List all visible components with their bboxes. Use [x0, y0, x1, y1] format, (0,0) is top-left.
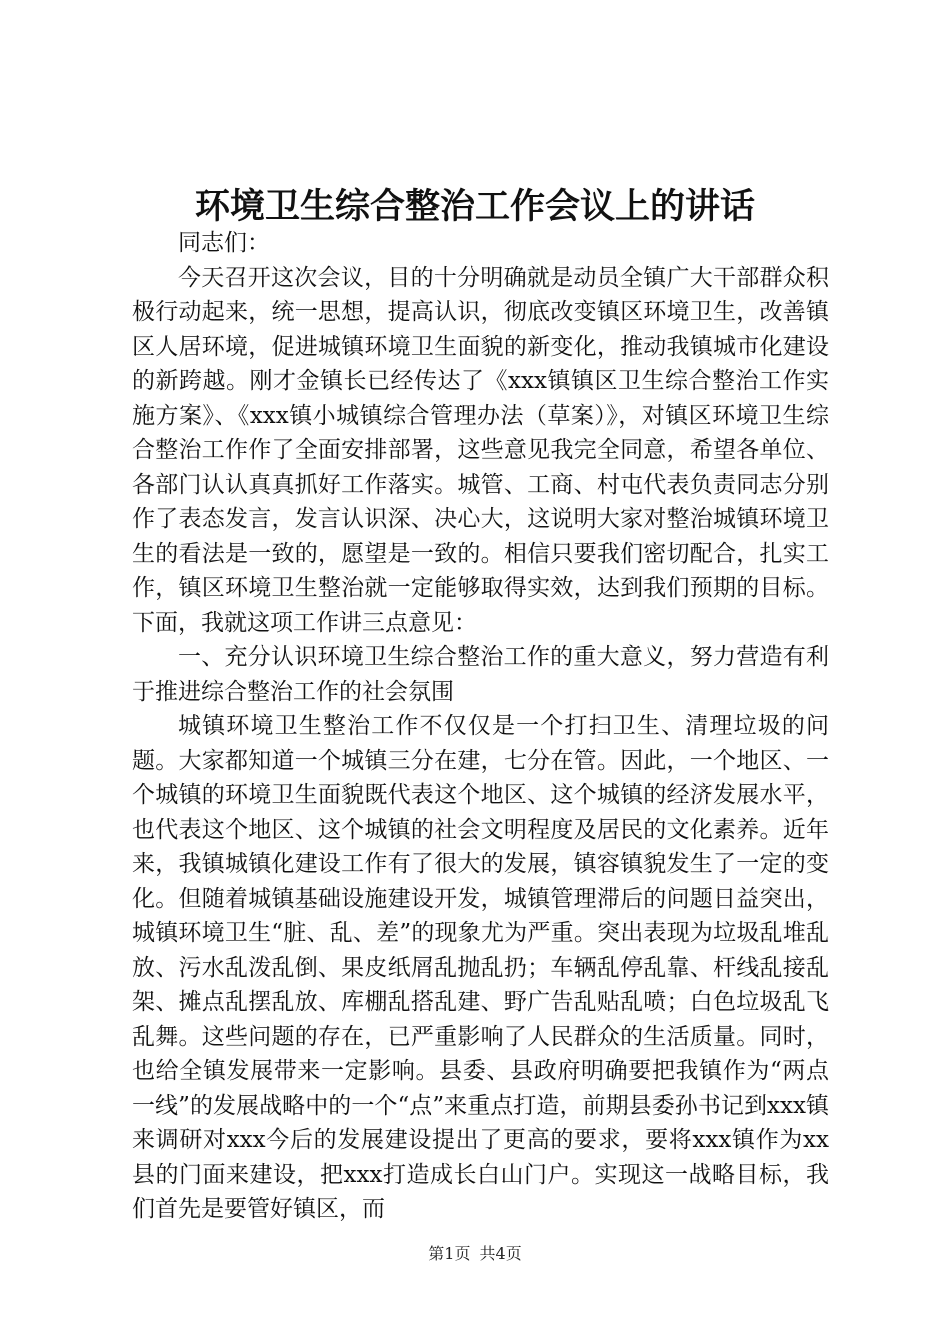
document-body — [132, 226, 829, 1227]
section-heading-1: 一、充分认识环境卫生综合整治工作的重大意义，努力营造有利于推进综合整治工作的社会氛围 — [132, 644, 829, 705]
document-title: 环境卫生综合整治工作会议上的讲话 — [194, 186, 755, 227]
page-number: 第1页 — [428, 1244, 471, 1263]
paragraph-opening: 今天召开这次会议，目的十分明确就是动员全镇广大干部群众积极行动起来，统一思想，提高认识，彻底改变镇区环境卫生，改善镇区人居环境，促进城镇环境卫生面貌的新变化，推动我镇城市化建设的新跨越。刚才金镇长已经传达了《xxx镇镇区卫生综合整治工作实施方案》、《xxx镇小城镇综合管理办法（草案）》，对镇区环境卫生综合整治工作作了全面安排部署，这些意见我完全同意，希望各单位、各部门认认真真抓好工作落实。城管、工商、村屯代表负责同志分别作了表态发言，发言认识深、决心大，这说明大家对整治城镇环境卫生的看法是一致的，愿望是一致的。相信只要我们密切配合，扎实工作，镇区环境卫生整治就一定能够取得实效，达到我们预期的目标。下面，我就这项工作讲三点意见： — [132, 264, 829, 636]
salutation: 同志们： — [178, 230, 270, 256]
page-footer — [0, 1243, 950, 1265]
paragraph-section-1: 城镇环境卫生整治工作不仅仅是一个打扫卫生、清理垃圾的问题。大家都知道一个城镇三分在建，七分在管。因此，一个地区、一个城镇的环境卫生面貌既代表这个地区、这个城镇的经济发展水平，也代表这个地区、这个城镇的社会文明程度及居民的文化素养。近年来，我镇城镇化建设工作有了很大的发展，镇容镇貌发生了一定的变化。但随着城镇基础设施建设开发，城镇管理滞后的问题日益突出，城镇环境卫生“脏、乱、差”的现象尤为严重。突出表现为垃圾乱堆乱放、污水乱泼乱倒、果皮纸屑乱抛乱扔；车辆乱停乱靠、杆线乱接乱架、摊点乱摆乱放、库棚乱搭乱建、野广告乱贴乱喷；白色垃圾乱飞乱舞。这些问题的存在，已严重影响了人民群众的生活质量。同时，也给全镇发展带来一定影响。县委、县政府明确要把我镇作为“两点一线”的发展战略中的一个“点”来重点打造，前期县委孙书记到xxx镇来调研对xxx今后的发展建设提出了更高的要求，要将xxx镇作为xx县的门面来建设，把xxx打造成长白山门户。实现这一战略目标，我们首先是要管好镇区，而 — [132, 713, 829, 1222]
page-total: 共4页 — [479, 1244, 522, 1263]
